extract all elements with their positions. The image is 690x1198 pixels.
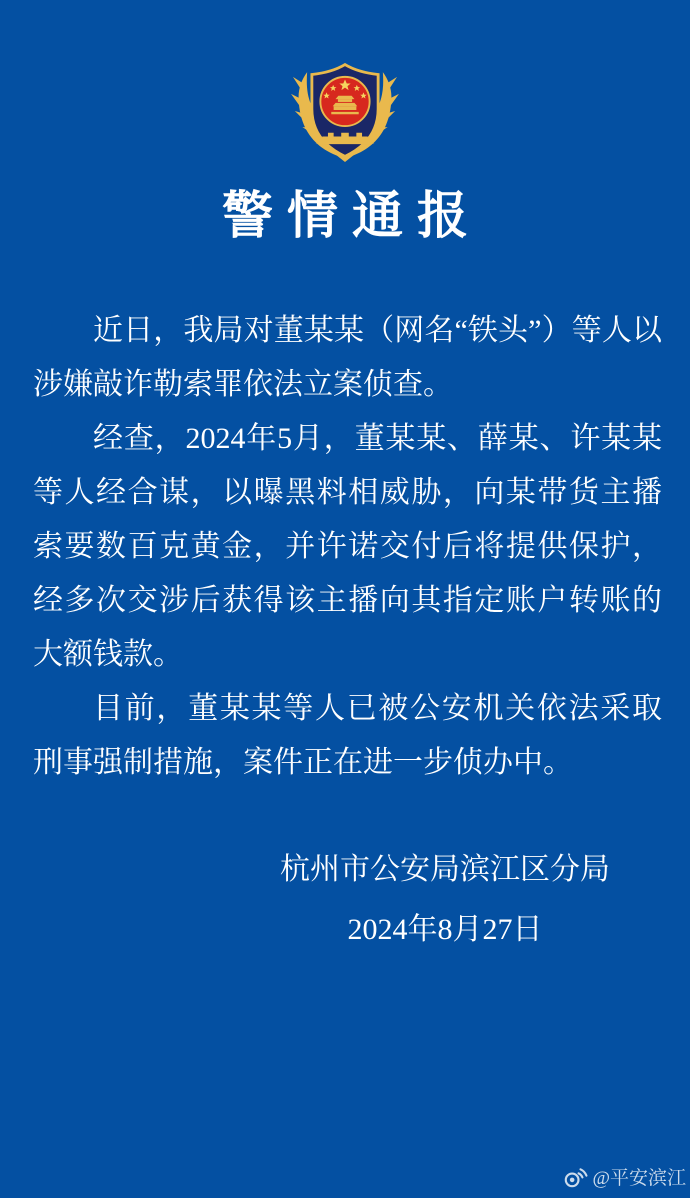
police-badge-icon xyxy=(287,57,403,163)
weibo-handle: @平安滨江 xyxy=(592,1168,686,1189)
signature-block xyxy=(0,840,690,960)
weibo-watermark xyxy=(563,1163,687,1190)
police-notice-poster xyxy=(0,57,690,1198)
signature-date: 2024年8月27日 xyxy=(347,913,543,947)
notice-paragraph: 经查，2024年5月，董某某、薛某、许某某等人经合谋，以曝黑料相威胁，向某带货主播索要数百克黄金，并许诺交付后将提供保护，经多次交涉后获得该主播向其指定账户转账的大额钱款。 xyxy=(33,422,662,672)
notice-title: 警情通报 xyxy=(221,189,482,245)
notice-body xyxy=(33,304,662,790)
notice-paragraph: 目前，董某某等人已被公安机关依法采取刑事强制措施，案件正在进一步侦办中。 xyxy=(33,692,662,780)
notice-paragraph: 近日，我局对董某某（网名“铁头”）等人以涉嫌敲诈勒索罪依法立案侦查。 xyxy=(33,314,662,402)
weibo-icon xyxy=(563,1166,588,1188)
signature-agency: 杭州市公安局滨江区分局 xyxy=(280,853,610,887)
